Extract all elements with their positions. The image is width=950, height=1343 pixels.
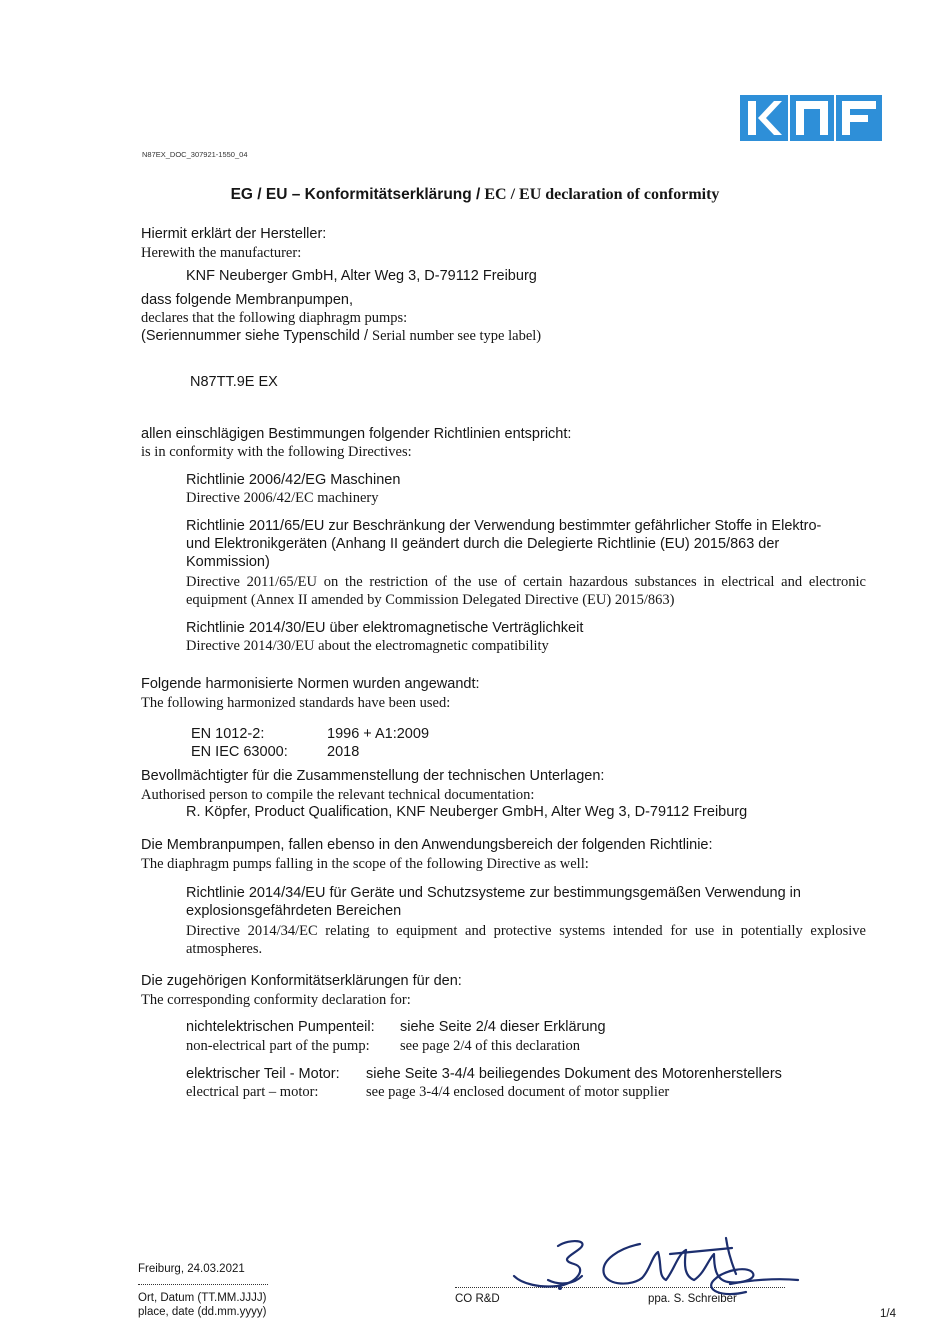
signatory: ppa. S. Schreiber	[648, 1293, 737, 1305]
manufacturer-name: KNF Neuberger GmbH, Alter Weg 3, D-79112 Freiburg	[186, 268, 537, 284]
place-date-line	[138, 1284, 268, 1285]
non-electrical-value-en: see page 2/4 of this declaration	[400, 1038, 580, 1054]
scope-label-de: Die Membranpumpen, fallen ebenso in den Anwendungsbereich der folgenden Richtlinie:	[141, 837, 713, 853]
manufacturer-label-en: Herewith the manufacturer:	[141, 245, 302, 261]
electrical-value-en: see page 3-4/4 enclosed document of motor supplier	[366, 1084, 670, 1100]
pump-model: N87TT.9E EX	[190, 374, 278, 390]
pumps-label-de: dass folgende Membranpumpen,	[141, 292, 353, 308]
standard-name: EN IEC 63000:	[191, 744, 288, 760]
place-date-label-en: place, date (dd.mm.yyyy)	[138, 1306, 267, 1318]
knf-logo	[740, 95, 882, 141]
manufacturer-label-de: Hiermit erklärt der Hersteller:	[141, 226, 327, 242]
page-title	[0, 186, 950, 204]
electrical-value-de: siehe Seite 3-4/4 beiliegendes Dokument des Motorenherstellers	[366, 1066, 782, 1082]
directive-machinery-de: Richtlinie 2006/42/EG Maschinen	[186, 472, 401, 488]
atex-directive-de: Richtlinie 2014/34/EU für Geräte und Schutzsysteme zur bestimmungsgemäßen Verwendung in explosionsgefährdeten Bereichen	[186, 885, 801, 919]
scope-label-en: The diaphragm pumps falling in the scope of the following Directive as well:	[141, 856, 589, 872]
electrical-label-de: elektrischer Teil - Motor:	[186, 1066, 340, 1082]
authorised-label-en: Authorised person to compile the relevant technical documentation:	[141, 787, 535, 803]
standards-label-de: Folgende harmonisierte Normen wurden angewandt:	[141, 676, 480, 692]
serial-note-de: (Seriennummer siehe Typenschild /	[141, 328, 369, 344]
standards-label-en: The following harmonized standards have been used:	[141, 695, 451, 711]
non-electrical-label-en: non-electrical part of the pump:	[186, 1038, 370, 1054]
page-number: 1/4	[880, 1308, 896, 1320]
handwritten-signature	[500, 1230, 800, 1310]
title-de: EG / EU – Konformitätserklärung /	[230, 186, 481, 203]
document-id: N87EX_DOC_307921-1550_04	[142, 150, 248, 159]
authorised-person: R. Köpfer, Product Qualification, KNF Neuberger GmbH, Alter Weg 3, D-79112 Freiburg	[186, 804, 748, 820]
directive-rohs-de: Richtlinie 2011/65/EU zur Beschränkung der Verwendung bestimmter gefährlicher Stoffe in Elektro- und Elektronikgeräten (Anhang II geändert durch die Delegierte Richtlinie (EU) 2015/863 der Kommission)	[186, 518, 822, 570]
directive-rohs-en: Directive 2011/65/EU on the restriction of the use of certain hazardous substances in electrical and electronic equipment (Annex II amended by Commission Delegated Directive (EU) 2015/863)	[186, 574, 866, 608]
non-electrical-value-de: siehe Seite 2/4 dieser Erklärung	[400, 1019, 606, 1035]
serial-note	[141, 327, 541, 345]
directive-emc-de: Richtlinie 2014/30/EU über elektromagnetische Verträglichkeit	[186, 620, 584, 636]
title-en: EC / EU declaration of conformity	[484, 186, 720, 203]
atex-directive-en: Directive 2014/34/EC relating to equipment and protective systems intended for use in potentially explosive atmospheres.	[186, 923, 866, 957]
directives-label-de: allen einschlägigen Bestimmungen folgender Richtlinien entspricht:	[141, 426, 572, 442]
declarations-label-en: The corresponding conformity declaration for:	[141, 992, 411, 1008]
non-electrical-label-de: nichtelektrischen Pumpenteil:	[186, 1019, 375, 1035]
declarations-label-de: Die zugehörigen Konformitätserklärungen für den:	[141, 973, 462, 989]
standard-name: EN 1012-2:	[191, 726, 265, 742]
directive-machinery-en: Directive 2006/42/EC machinery	[186, 490, 379, 506]
pumps-label-en: declares that the following diaphragm pumps:	[141, 310, 408, 326]
directive-emc-en: Directive 2014/30/EU about the electromagnetic compatibility	[186, 638, 549, 654]
standard-value: 1996 + A1:2009	[327, 726, 430, 742]
directives-label-en: is in conformity with the following Directives:	[141, 444, 412, 460]
standard-value: 2018	[327, 744, 360, 760]
department: CO R&D	[455, 1293, 500, 1305]
authorised-label-de: Bevollmächtigter für die Zusammenstellung der technischen Unterlagen:	[141, 768, 605, 784]
electrical-label-en: electrical part – motor:	[186, 1084, 319, 1100]
place-date: Freiburg, 24.03.2021	[138, 1263, 245, 1275]
serial-note-en: Serial number see type label)	[372, 328, 542, 344]
place-date-label-de: Ort, Datum (TT.MM.JJJJ)	[138, 1292, 267, 1304]
